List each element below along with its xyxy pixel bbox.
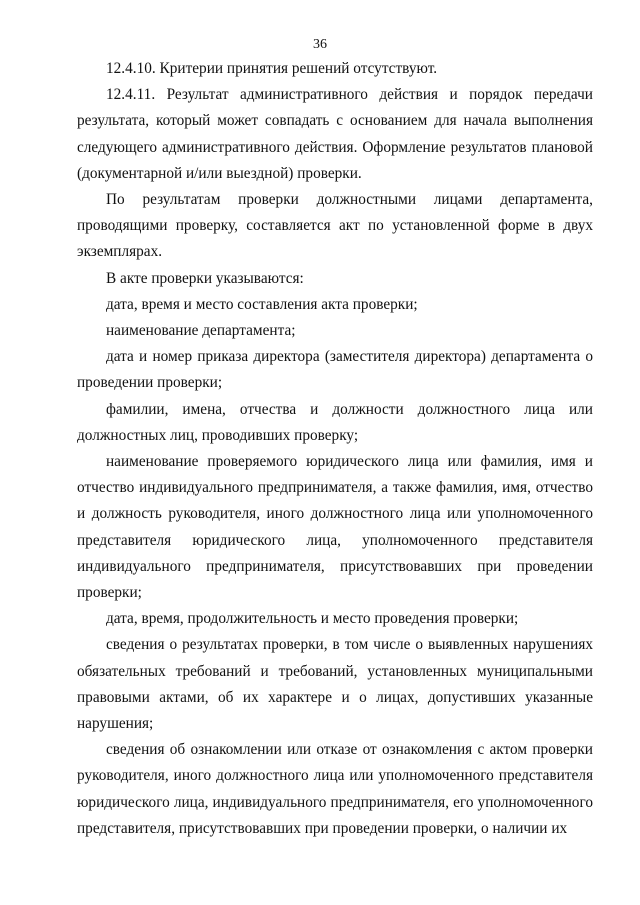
document-body — [77, 56, 593, 842]
list-item-acquaintance: сведения об ознакомлении или отказе от ознакомления с актом проверки руководителя, иного должностного лица или уполномоченного представителя юридического лица, индивидуального предпринимателя, его уполномоченного представителя, присутствовавших при проведении проверки, о наличии их — [77, 741, 593, 837]
paragraph-act-contents-intro: В акте проверки указываются: — [106, 269, 304, 287]
list-item-inspected-entity: наименование проверяемого юридического лица или фамилия, имя и отчество индивидуального предпринимателя, а также фамилия, имя, отчество и должность руководителя, иного должностного лица или уполномоченного представителя юридического лица, уполномоченного представителя индивидуального предпринимателя, присутствовавших при проведении проверки; — [77, 453, 593, 602]
list-item-inspection-duration: дата, время, продолжительность и место проведения проверки; — [106, 610, 519, 628]
list-item-date-time-place: дата, время и место составления акта проверки; — [106, 295, 418, 313]
paragraph-act-drafting: По результатам проверки должностными лицами департамента, проводящими проверку, составляется акт по установленной форме в двух экземплярах. — [77, 191, 593, 261]
page-number: 36 — [313, 37, 327, 52]
paragraph-12-4-11: 12.4.11. Результат административного действия и порядок передачи результата, который может совпадать с основанием для начала выполнения следующего административного действия. Оформление результатов плановой (документарной и/или выездной) проверки. — [77, 86, 593, 182]
list-item-department-name: наименование департамента; — [106, 322, 296, 340]
list-item-order-date-number: дата и номер приказа директора (заместителя директора) департамента о проведении проверки; — [77, 348, 593, 392]
list-item-inspectors: фамилии, имена, отчества и должности должностного лица или должностных лиц, проводивших проверку; — [77, 400, 593, 444]
list-item-inspection-results: сведения о результатах проверки, в том числе о выявленных нарушениях обязательных требований и требований, установленных муниципальными правовыми актами, об их характере и о лицах, допустивших указанные нарушения; — [77, 636, 593, 733]
paragraph-12-4-10: 12.4.10. Критерии принятия решений отсутствуют. — [106, 60, 438, 77]
